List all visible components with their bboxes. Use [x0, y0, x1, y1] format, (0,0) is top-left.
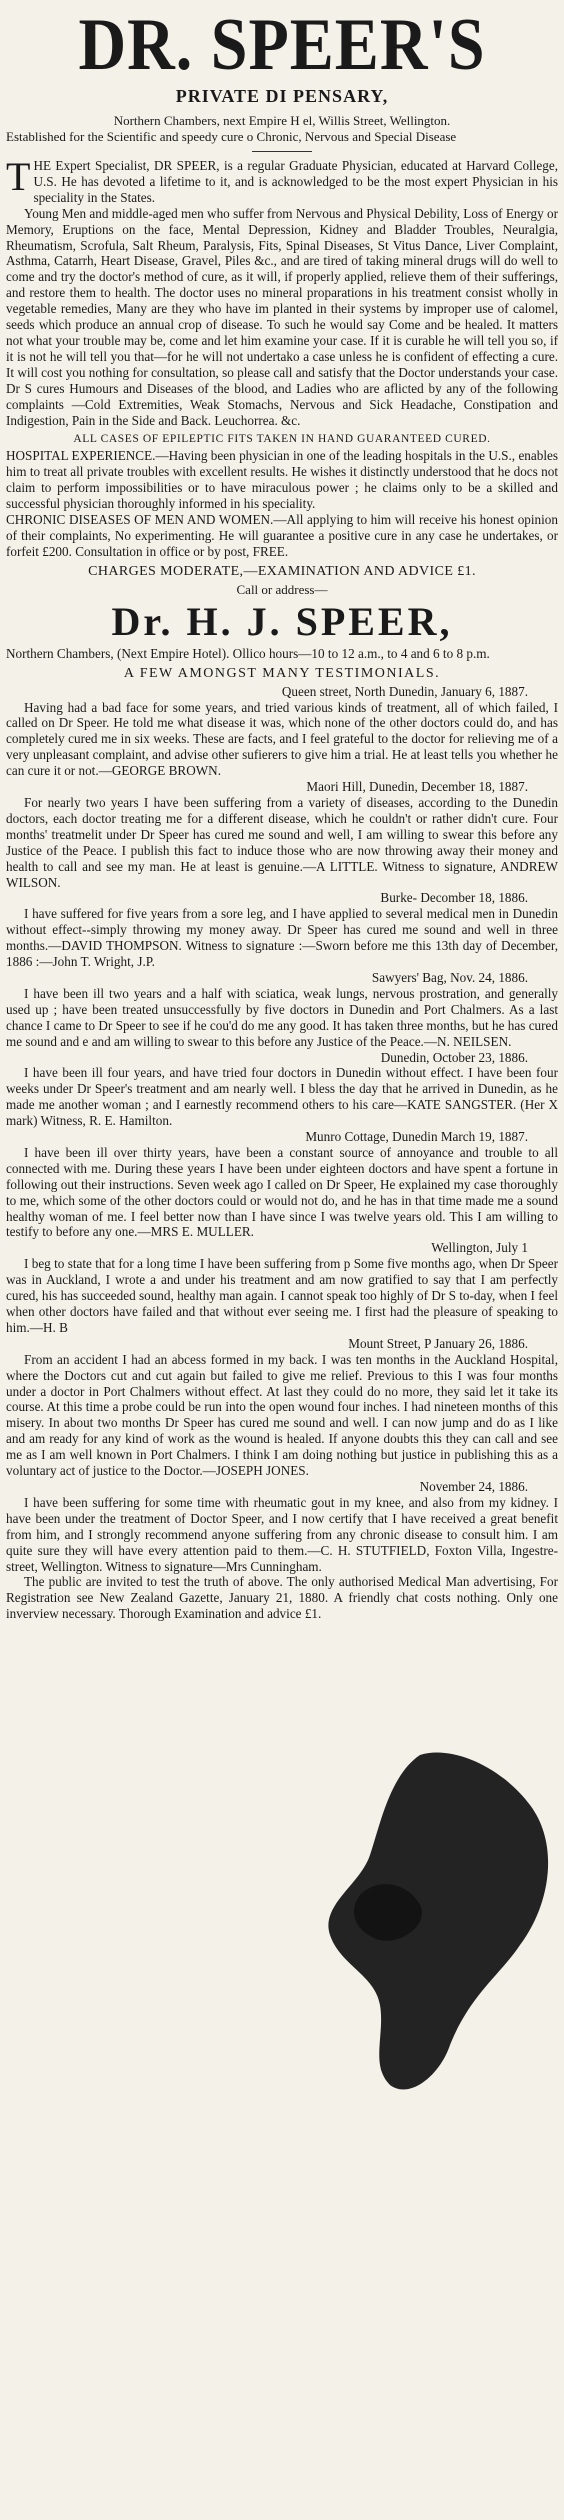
epileptic-notice: ALL CASES OF EPILEPTIC FITS TAKEN IN HAND GUARANTEED CURED. — [73, 433, 491, 446]
ink-blot-damage — [300, 1745, 564, 2105]
chronic-paragraph: CHRONIC DISEASES OF MEN AND WOMEN.—All applying to him will receive his honest opinion of their complaints, No experimenting. He will guarantee a positive cure in any case he undertakes, or forfeit £200. Consultation in office or by post, FREE. — [6, 512, 558, 559]
testimonial-dateline: Maori Hill, Dunedin, December 18, 1887. — [306, 779, 528, 795]
address-line: Northern Chambers, next Empire H el, Willis Street, Wellington. — [113, 113, 451, 128]
call-or-address: Call or address— — [236, 581, 328, 597]
testimonial-dateline: November 24, 1886. — [419, 1478, 528, 1494]
testimonial-dateline: Burke- Decomber 18, 1886. — [380, 890, 528, 906]
intro-paragraph — [6, 154, 558, 206]
testimonial-body: Having had a bad face for some years, and tried various kinds of treatment, all of which failed, I called on Dr Speer. He told me what disease it was, which none of the other doctors could do, and has completely cured me in six weeks. These are facts, and I feel grateful to the doctor for relieving me of a very unpleasant complaint, and advise other sufierers to give him a trial. He at least tells you whether he can cure it or not.—GEORGE BROWN. — [6, 699, 558, 779]
charges-line: CHARGES MODERATE,—EXAMINATION AND ADVICE £1. — [88, 563, 476, 579]
testimonial-body: I have been ill two years and a half with sciatica, weak lungs, nervous prostration, and generally used up ; have been treated unsuccessfully by five doctors in Dunedin and Port Chalmers. As a last chance I came to Dr Speer to see if he cou'd do me any good. It has taken three months, but he has cured me sound and e and am willing to swear to this before any Justice of the Peace.—N. NEILSEN. — [6, 985, 558, 1049]
hospital-paragraph: HOSPITAL EXPERIENCE.—Having been physician in one of the leading hospitals in the U.S., enables him to treat all private troubles with excellent results. He wishes it distinctly understood that he docs not claim to perform impossibilities or to have miraculous power ; he claims only to be a skilled and successful physician thoroughly informed in his speciality. — [6, 448, 558, 512]
testimonial-body: I have been ill over thirty years, have been a constant source of annoyance and trouble to all connected with me. During these years I have been under eighteen doctors and have spent a fortune in following out their instructions. Seven week ago I called on Dr Speer, He explained my case thoroughly to me, which some of the other doctors could or would not do, and he has in that time made me a sound healthy woman of me. I feel better now than I have since I was twelve years old. This I am willing to testify to before any one.—MRS E. MULLER. — [6, 1144, 558, 1240]
testimonial-dateline: Munro Cottage, Dunedin March 19, 1887. — [305, 1129, 528, 1145]
drop-cap: T — [6, 154, 31, 199]
testimonial-list — [6, 684, 558, 1575]
masthead-title: DR. SPEER'S — [78, 4, 486, 86]
testimonial-body: I have been suffering for some time with rheumatic gout in my knee, and also from my kidney. I have been under the treatment of Doctor Speer, and I now certify that I have received a great benefit from him, and I strongly recommend anyone suffering from any chronic disease to consult him. I am quite sure they will have every attention paid to them.—C. H. STUTFIELD, Foxton Villa, Ingestre-street, Wellington. Witness to signature—Mrs Cunningham. — [6, 1494, 558, 1574]
testimonial-body: From an accident I had an abcess formed in my back. I was ten months in the Auckland Hospital, where the Doctors cut and cut again but failed to give me relief. Previous to this I was four months under a doctor in Port Chalmers without effect. At last they could do no more, they said let it take its course. At this time a probe could be run into the open wound four inches. I had nineteen months of this misery. In about two months Dr Speer has cured me sound and well. I can now jump and do as I like and am ready for any kind of work as the wound is healed. If anyone doubts this they can call and see me as I am well known in Port Chalmers. I think I am doing nothing but justice in publishing this as a voluntary act of justice to the Doctor.—JOSEPH JONES. — [6, 1351, 558, 1479]
testimonial-dateline: Sawyers' Bag, Nov. 24, 1886. — [371, 969, 528, 985]
testimonial-dateline: Queen street, North Dunedin, January 6, 1887. — [281, 683, 528, 699]
intro-text: HE Expert Specialist, DR SPEER, is a regular Graduate Physician, educated at Harvard College, U.S. He has devoted a lifetime to it, and is acknowledged to be the most expert Physician in his speciality in the States. — [33, 158, 558, 205]
divider — [252, 151, 312, 152]
testimonial-dateline: Wellington, July 1 — [431, 1240, 528, 1256]
symptoms-paragraph: Young Men and middle-aged men who suffer from Nervous and Physical Debility, Loss of Energy or Memory, Eruptions on the face, Mental Depression, Kidney and Bladder Troubles, Neuralgia, Rheumatism, Scrofula, Salt Rheum, Paralysis, Fits, Spinal Diseases, St Vitus Dance, Liver Complaint, Asthma, Catarrh, Heart Disease, Gravel, Piles &c., and are tired of taking mineral drugs will do well to come and try the doctor's method of cure, as it will, if properly applied, relieve them of their sufferings, and restore them to health. The doctor uses no mineral proparations in his treatment consist wholly in vegetable remedies, Many are they who have im planted in their systems by improper use of calomel, seeds which produce an annual crop of disease. To such he would say Come and be healed. It matters not what your trouble may be, come and let him examine your case. If it is curable he will tell you so, if it is not he will tell you that—for he will not undertako a case unless he is confident of effecting a cure. It will cost you nothing for consultation, so please call and satisfy that the Doctor understands your case. Dr S cures Humours and Diseases of the blood, and Ladies who are aflicted by any of the following complaints —Cold Extremities, Weak Stomachs, Nervous and Sick Headache, Constipation and Indigestion, Pain in the Side and Back. Leuchorrea. &c. — [6, 205, 558, 428]
doctor-name: Dr. H. J. SPEER, — [111, 598, 453, 644]
testimonial-body: I have suffered for five years from a sore leg, and I have applied to several medical men in Dunedin without effect--simply throwing my money away. Dr Speer has cured me sound and well in three months.—DAVID THOMPSON. Witness to signature :—Sworn before me this 13th day of December, 1886 :—John T. Wright, J.P. — [6, 906, 558, 970]
testimonials-heading: A FEW AMONGST MANY TESTIMONIALS. — [123, 665, 441, 681]
testimonial-body: For nearly two years I have been suffering from a variety of diseases, according to the Dunedin doctors, each doctor treating me for a different disease, which he couldn't or rather didn't cure. Four months' treatmelit under Dr Speer has cured me sound and well, I am willing to swear this before any Justice of the Peace. I publish this fact to induce those who are now throwing away their money and health to call and see my man. He at least is genuine.—A LITTLE. Witness to signature, ANDREW WILSON. — [6, 795, 558, 890]
established-line: Established for the Scientific and speedy cure o Chronic, Nervous and Special Disease — [6, 129, 457, 144]
masthead-subtitle: PRIVATE DI PENSARY, — [175, 86, 389, 106]
testimonial-dateline: Mount Street, P January 26, 1886. — [348, 1335, 528, 1351]
footer-paragraph: The public are invited to test the truth of above. The only authorised Medical Man advertising, For Registration see New Zealand Gazette, January 21, 1880. A friendly chat costs nothing. Only one inverview necessary. Thorough Examination and advice £1. — [6, 1574, 558, 1622]
testimonial-body: I have been ill four years, and have tried four doctors in Dunedin without effect. I have been four weeks under Dr Speer's treatment and am nearly well. I bless the day that he arrived in Dunedin, as he made me another woman ; and I earnestly recommend others to his care—KATE SANGSTER. (Her X mark) Witness, R. E. Hamilton. — [6, 1065, 558, 1129]
testimonial-body: I beg to state that for a long time I have been suffering from p Some five months ago, when Dr Speer was in Auckland, I wrote a and under his treatment and am now gratified to say that I am perfectly cured, his has succeeded sound, healthy man again. I cannot speak too highly of Dr S to-day, when I feel when other doctors have failed and that without ever seeing me. I first had the pleasure of speaking to him.—H. B — [6, 1256, 558, 1335]
testimonial-dateline: Dunedin, October 23, 1886. — [380, 1049, 528, 1065]
office-hours: Northern Chambers, (Next Empire Hotel). Ollico hours—10 to 12 a.m., to 4 and 6 to 8 p.m. — [6, 645, 490, 661]
